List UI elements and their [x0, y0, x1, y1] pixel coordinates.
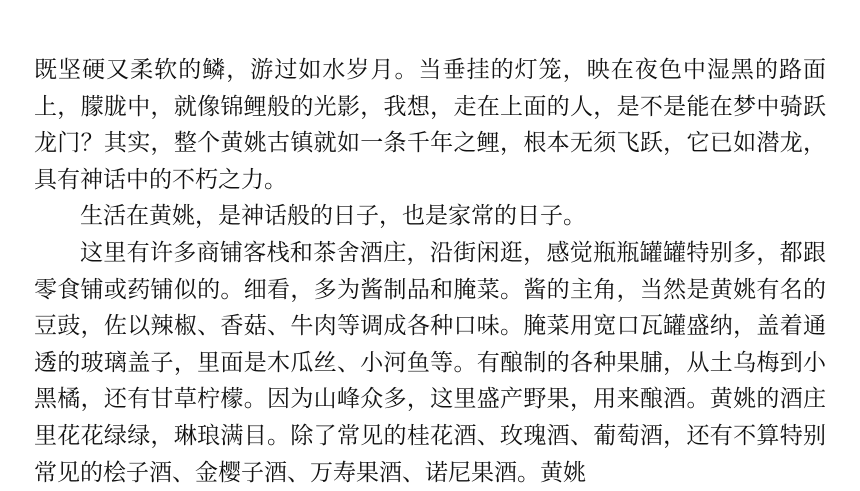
paragraph-3: 这里有许多商铺客栈和茶舍酒庄，沿街闲逛，感觉瓶瓶罐罐特别多，都跟零食铺或药铺似的。细看，多为酱制品和腌菜。酱的主角，当然是黄姚有名的豆豉，佐以辣椒、香菇、牛肉等调成各种口味。腌菜用宽口瓦罐盛纳，盖着通透的玻璃盖子，里面是木瓜丝、小河鱼等。有酿制的各种果脯，从土乌梅到小黑橘，还有甘草柠檬。因为山峰众多，这里盛产野果，用来酿酒。黄姚的酒庄里花花绿绿，琳琅满目。除了常见的桂花酒、玫瑰酒、葡萄酒，还有不算特别常见的桧子酒、金樱子酒、万寿果酒、诺尼果酒。黄姚	[34, 239, 826, 486]
paragraph-1: 既坚硬又柔软的鳞，游过如水岁月。当垂挂的灯笼，映在夜色中湿黑的路面上，朦胧中，就像锦鲤般的光影，我想，走在上面的人，是不是能在梦中骑跃龙门？其实，整个黄姚古镇就如一条千年之鲤，根本无须飞跃，它已如潜龙，具有神话中的不朽之力。	[34, 57, 826, 193]
paragraph-2: 生活在黄姚，是神话般的日子，也是家常的日子。	[80, 203, 586, 230]
